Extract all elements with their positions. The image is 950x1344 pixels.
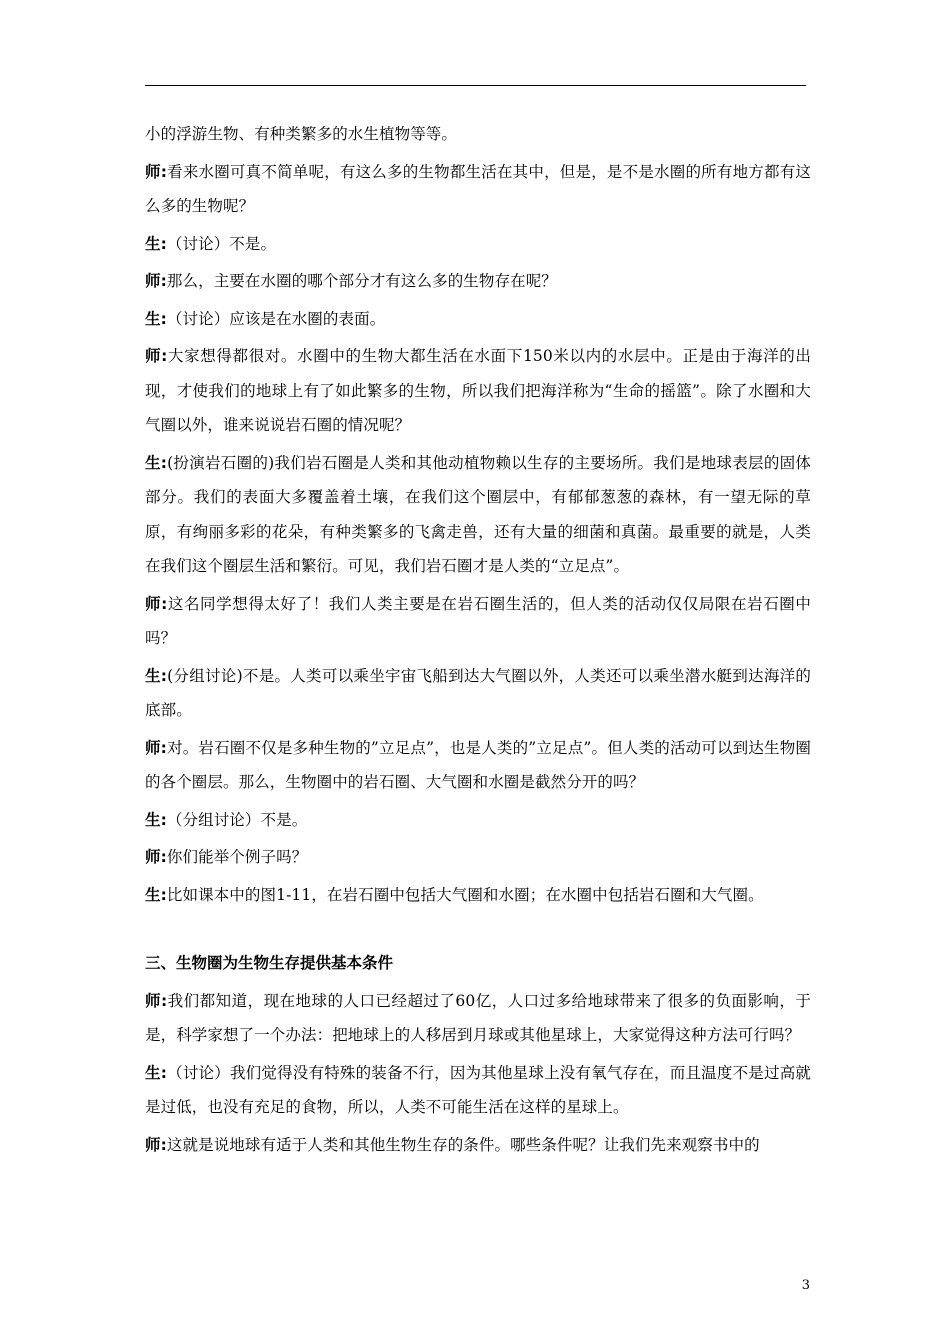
paragraph-text: 对。岩石圈不仅是多种生物的”立足点”，也是人类的”立足点”。但人类的活动可以到达生物圈的各个圈层。那么，生物圈中的岩石圈、大气圈和水圈是截然分开的吗？ bbox=[145, 738, 811, 791]
page-content bbox=[145, 117, 811, 1165]
section-heading: 三、生物圈为生物生存提供基本条件 bbox=[145, 954, 394, 972]
paragraph bbox=[145, 227, 811, 262]
paragraph-text: (分组讨论)不是。人类可以乘坐宇宙飞船到达大气圈以外，人类还可以乘坐潜水艇到达海洋的底部。 bbox=[145, 666, 812, 719]
speaker-label: 生: bbox=[145, 234, 167, 253]
speaker-label: 师: bbox=[145, 991, 168, 1010]
paragraph bbox=[145, 587, 811, 656]
speaker-label: 师: bbox=[145, 272, 167, 290]
speaker-label: 师: bbox=[145, 594, 168, 613]
paragraph-text: 我们都知道，现在地球的人口已经超过了60亿，人口过多给地球带来了很多的负面影响，于是，科学家想了一个办法：把地球上的人移居到月球或其他星球上，大家觉得这种方法可行吗？ bbox=[145, 991, 812, 1044]
speaker-label: 生: bbox=[145, 1063, 168, 1082]
paragraph-text: 大家想得都很对。水圈中的生物大都生活在水面下150米以内的水层中。正是由于海洋的出现，才使我们的地球上有了如此繁多的生物，所以我们把海洋称为“生命的摇篮”。除了水圈和大气圈以外，谁来说说岩石圈的情况呢？ bbox=[145, 347, 811, 434]
page-number: 3 bbox=[801, 1278, 810, 1293]
speaker-label: 师: bbox=[145, 848, 167, 866]
paragraph bbox=[145, 446, 811, 584]
paragraph-text: 看来水圈可真不简单呢，有这么多的生物都生活在其中，但是，是不是水圈的所有地方都有这么多的生物呢？ bbox=[145, 162, 811, 215]
speaker-label: 生: bbox=[145, 453, 168, 472]
paragraph-text: （讨论）我们觉得没有特殊的装备不行，因为其他星球上没有氧气存在，而且温度不是过高就是过低，也没有充足的食物，所以，人类不可能生活在这样的星球上。 bbox=[145, 1063, 811, 1116]
speaker-label: 生: bbox=[145, 666, 168, 685]
paragraph-text: 那么，主要在水圈的哪个部分才有这么多的生物存在呢？ bbox=[166, 272, 557, 290]
paragraph bbox=[145, 659, 811, 728]
speaker-label: 师: bbox=[145, 738, 167, 757]
paragraph bbox=[145, 878, 811, 913]
speaker-label: 师: bbox=[145, 347, 168, 365]
paragraph-text: （分组讨论）不是。 bbox=[166, 810, 308, 829]
paragraph-text: （讨论）应该是在水圈的表面。 bbox=[166, 309, 386, 328]
paragraph bbox=[145, 155, 811, 224]
speaker-label: 生: bbox=[145, 885, 167, 904]
header-rule bbox=[145, 85, 806, 86]
paragraph bbox=[145, 302, 811, 337]
paragraph-text: 你们能举个例子吗？ bbox=[166, 848, 308, 866]
paragraph bbox=[145, 117, 811, 152]
paragraph bbox=[145, 264, 811, 299]
paragraph bbox=[145, 339, 811, 443]
paragraph bbox=[145, 984, 811, 1053]
paragraph bbox=[145, 1056, 811, 1125]
paragraph-text: (扮演岩石圈的)我们岩石圈是人类和其他动植物赖以生存的主要场所。我们是地球表层的固体部分。我们的表面大多覆盖着土壤，在我们这个圈层中，有郁郁葱葱的森林，有一望无际的草原，有绚丽多彩的花朵，有种类繁多的飞禽走兽，还有大量的细菌和真菌。最重要的就是，人类在我们这个圈层生活和繁衍。可见，我们岩石圈才是人类的“立足点”。 bbox=[145, 453, 812, 575]
paragraph bbox=[145, 1128, 811, 1163]
speaker-label: 师: bbox=[145, 162, 168, 181]
speaker-label: 生: bbox=[145, 810, 167, 829]
paragraph bbox=[145, 731, 811, 800]
paragraph-text: 这就是说地球有适于人类和其他生物生存的条件。哪些条件呢？让我们先来观察书中的 bbox=[166, 1135, 760, 1154]
paragraph-text: （讨论）不是。 bbox=[166, 234, 277, 253]
speaker-label: 师: bbox=[145, 1135, 167, 1154]
paragraph-text: 这名同学想得太好了！我们人类主要是在岩石圈生活的，但人类的活动仅仅局限在岩石圈中吗？ bbox=[145, 594, 811, 647]
paragraph bbox=[145, 840, 811, 875]
paragraph-text: 比如课本中的图1-11，在岩石圈中包括大气圈和水圈；在水圈中包括岩石圈和大气圈。 bbox=[166, 885, 764, 904]
paragraph-text: 小的浮游生物、有种类繁多的水生植物等等。 bbox=[145, 125, 458, 143]
speaker-label: 生: bbox=[145, 309, 167, 328]
paragraph bbox=[145, 803, 811, 838]
